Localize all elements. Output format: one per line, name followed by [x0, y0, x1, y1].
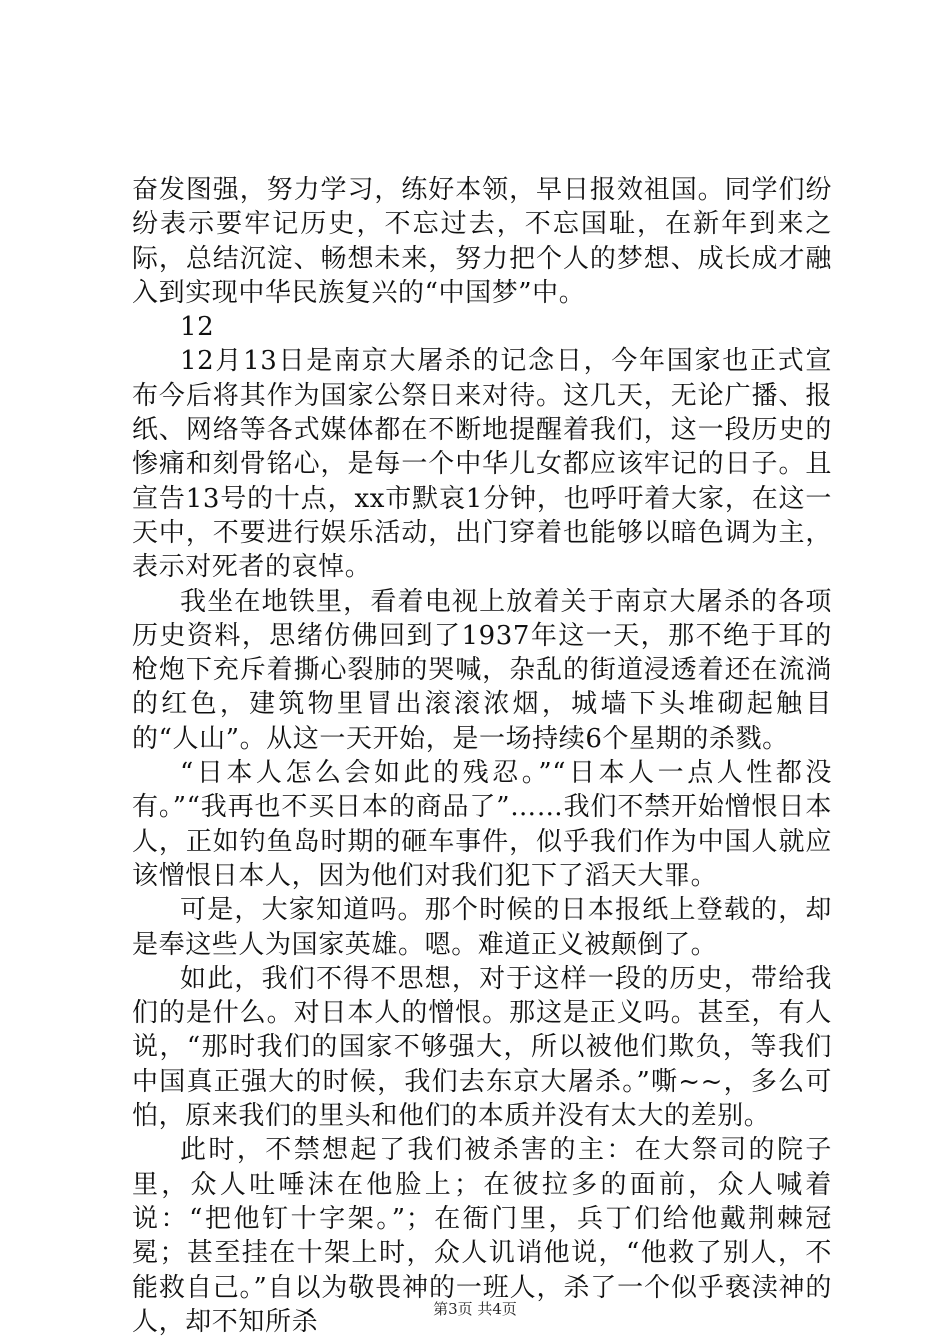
paragraph-2: 12	[180, 312, 215, 343]
paragraph-4: 我坐在地铁里，看着电视上放着关于南京大屠杀的各项历史资料，思绪仿佛回到了1937年这一天，那不绝于耳的枪炮下充斥着撕心裂肺的哭喊，杂乱的街道浸透着还在流淌的红色，建筑物里冒出滚滚浓烟，城墙下头堆砌起触目的“人山”。从这一天开始，是一场持续6个星期的杀戮。	[132, 586, 832, 754]
document-body	[132, 173, 832, 1339]
paragraph-3: 12月13日是南京大屠杀的记念日，今年国家也正式宣布今后将其作为国家公祭日来对待。这几天，无论广播、报纸、网络等各式媒体都在不断地提醒着我们，这一段历史的惨痛和刻骨铭心，是每一个中华儿女都应该牢记的日子。且宣告13号的十点，xx市默哀1分钟，也呼吁着大家，在这一天中，不要进行娱乐活动，出门穿着也能够以暗色调为主，表示对死者的哀悼。	[132, 346, 832, 583]
page-footer	[0, 1299, 950, 1319]
paragraph-1: 奋发图强，努力学习，练好本领，早日报效祖国。同学们纷纷表示要牢记历史，不忘过去，不忘国耻，在新年到来之际，总结沉淀、畅想未来，努力把个人的梦想、成长成才融入到实现中华民族复兴的“中国梦”中。	[132, 175, 832, 308]
paragraph-7: 如此，我们不得不思想，对于这样一段的历史，带给我们的是什么。对日本人的憎恨。那这是正义吗。甚至，有人说，“那时我们的国家不够强大，所以被他们欺负，等我们中国真正强大的时候，我们去东京大屠杀。”嘶~~，多么可怕，原来我们的里头和他们的本质并没有太大的差别。	[132, 963, 832, 1132]
paragraph-5: “日本人怎么会如此的残忍。”“日本人一点人性都没有。”“我再也不买日本的商品了”……我们不禁开始憎恨日本人，正如钓鱼岛时期的砸车事件，似乎我们作为中国人就应该憎恨日本人，因为他们对我们犯下了滔天大罪。	[132, 758, 832, 891]
paragraph-6: 可是，大家知道吗。那个时候的日本报纸上登载的，却是奉这些人为国家英雄。嗯。难道正义被颠倒了。	[132, 895, 832, 960]
page-number-label: 第3页 共4页	[433, 1300, 517, 1318]
paragraph-8: 此时，不禁想起了我们被杀害的主：在大祭司的院子里，众人吐唾沫在他脸上；在彼拉多的面前，众人喊着说：“把他钉十字架。”；在衙门里，兵丁们给他戴荆棘冠冕；甚至挂在十架上时，众人讥诮他说，“他救了别人，不能救自己。”自以为敬畏神的一班人，杀了一个似乎亵渎神的人，却不知所杀	[132, 1135, 832, 1337]
